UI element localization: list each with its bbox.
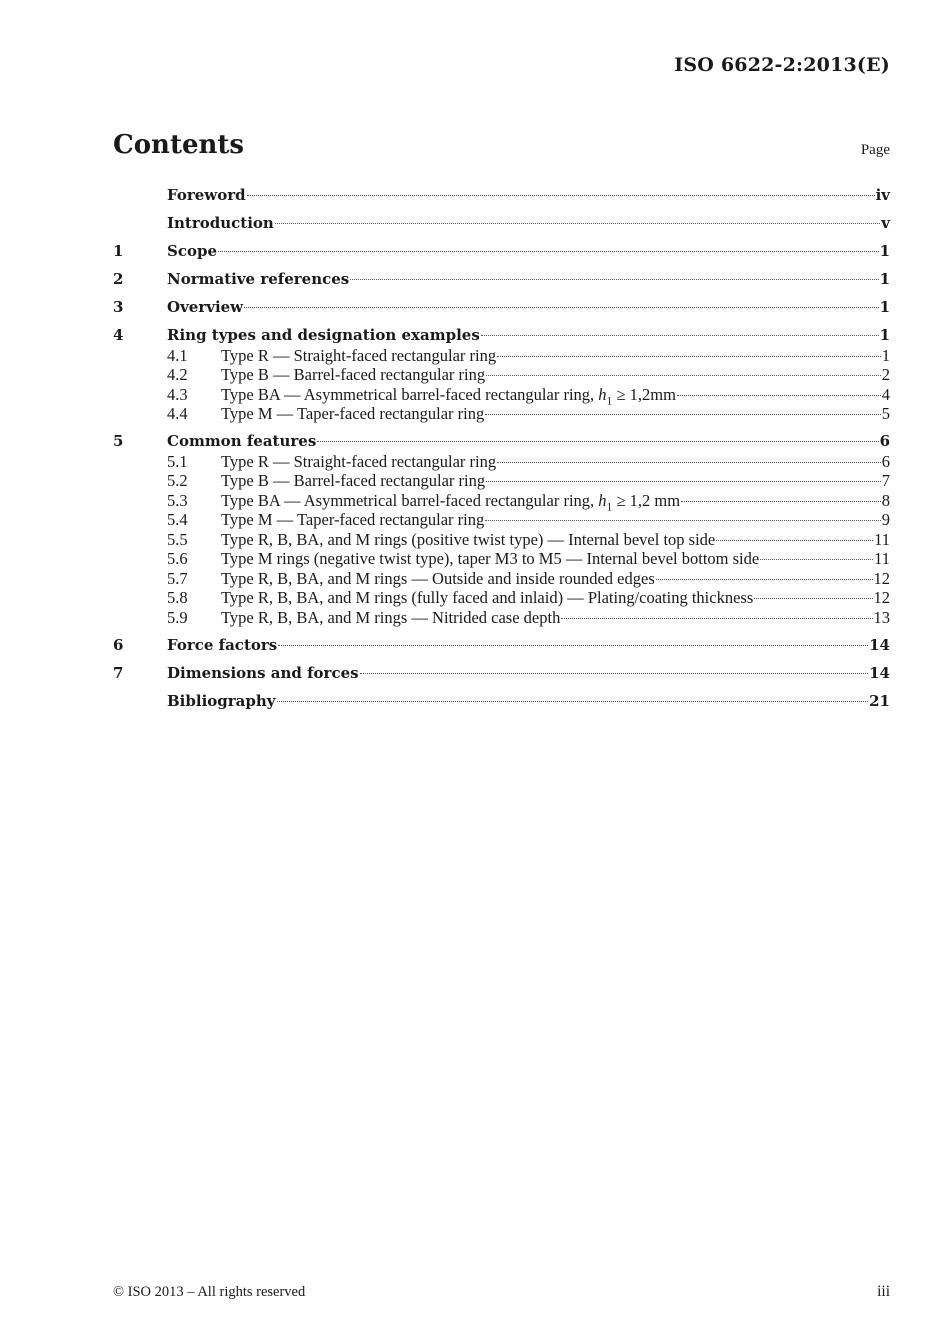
toc-dot-leader	[497, 355, 881, 357]
toc-entry[interactable]	[113, 270, 890, 290]
toc-entry-title: Type B — Barrel-faced rectangular ring	[221, 471, 486, 490]
toc-dot-leader	[278, 644, 868, 646]
toc-entry[interactable]	[113, 569, 890, 589]
toc-entry-title: Scope	[167, 242, 218, 260]
toc-entry-page: v	[881, 214, 890, 232]
toc-entry-title: Force factors	[167, 635, 278, 654]
toc-dot-leader	[656, 578, 873, 580]
toc-dot-leader	[486, 480, 881, 482]
toc-entry-title: Type R, B, BA, and M rings — Nitrided case depth	[221, 607, 561, 627]
toc-dot-leader	[485, 519, 881, 521]
toc-entry-number: 5	[113, 432, 124, 450]
table-of-contents	[113, 186, 890, 711]
toc-dot-leader	[317, 440, 878, 442]
toc-entry-page: 1	[879, 326, 890, 344]
toc-entry-number: 5.1	[167, 451, 188, 471]
toc-entry-page: 12	[873, 568, 890, 588]
page-column-label: Page	[860, 142, 890, 158]
toc-entry[interactable]	[113, 510, 890, 530]
toc-entry-title: Type R — Straight-faced rectangular ring	[221, 345, 497, 365]
toc-entry-page: 9	[881, 510, 890, 529]
toc-entry-page: 12	[873, 588, 890, 607]
toc-dot-leader	[716, 539, 873, 541]
toc-entry-page: 11	[874, 549, 890, 568]
toc-entry[interactable]	[113, 452, 890, 472]
toc-dot-leader	[681, 500, 881, 502]
toc-entry-number: 7	[113, 663, 124, 682]
toc-entry-page: 21	[869, 691, 890, 710]
toc-entry[interactable]	[113, 692, 890, 712]
toc-entry-number: 4.2	[167, 365, 188, 384]
toc-entry[interactable]	[113, 326, 890, 346]
toc-dot-leader	[481, 334, 879, 336]
toc-entry-title: Type R, B, BA, and M rings (fully faced and inlaid) — Plating/coating thickness	[221, 588, 754, 607]
toc-dot-leader	[754, 597, 872, 599]
toc-entry[interactable]	[113, 214, 890, 234]
toc-entry[interactable]	[113, 471, 890, 491]
toc-entry-title: Ring types and designation examples	[167, 326, 480, 344]
toc-dot-leader	[561, 617, 872, 619]
toc-entry-number: 5.6	[167, 549, 188, 568]
toc-entry-number: 5.3	[167, 490, 188, 510]
toc-entry[interactable]	[113, 346, 890, 366]
toc-entry-title: Type BA — Asymmetrical barrel-faced rectangular ring, $h_1 \ge 1,2mm$	[221, 384, 676, 407]
toc-entry-title: Type R, B, BA, and M rings — Outside and inside rounded edges	[221, 568, 655, 588]
toc-entry[interactable]	[113, 664, 890, 684]
toc-dot-leader	[677, 394, 881, 396]
toc-dot-leader	[497, 461, 881, 463]
toc-entry-number: 2	[113, 270, 124, 288]
toc-dot-leader	[485, 413, 881, 415]
toc-entry-page: 13	[873, 607, 890, 627]
toc-entry[interactable]	[113, 491, 890, 511]
toc-entry-page: 14	[869, 635, 890, 654]
toc-dot-leader	[760, 558, 873, 560]
toc-dot-leader	[244, 306, 878, 308]
toc-entry[interactable]	[113, 242, 890, 262]
toc-entry[interactable]	[113, 588, 890, 608]
toc-entry-title: Bibliography	[167, 691, 276, 710]
toc-entry-number: 5.4	[167, 510, 188, 529]
toc-entry-page: 7	[881, 471, 890, 490]
toc-entry-number: 5.9	[167, 607, 188, 627]
toc-entry[interactable]	[113, 636, 890, 656]
toc-entry-title: Type B — Barrel-faced rectangular ring	[221, 365, 486, 384]
toc-entry-title: Normative references	[167, 270, 350, 288]
toc-entry-number: 5.2	[167, 471, 188, 490]
toc-entry-title: Type R — Straight-faced rectangular ring	[221, 451, 497, 471]
toc-entry[interactable]	[113, 432, 890, 452]
toc-entry-number: 4	[113, 326, 124, 344]
toc-dot-leader	[247, 194, 875, 196]
toc-entry[interactable]	[113, 365, 890, 385]
contents-heading: Contents	[113, 130, 245, 160]
toc-dot-leader	[360, 672, 869, 674]
toc-entry[interactable]	[113, 608, 890, 628]
toc-entry-title: Type BA — Asymmetrical barrel-faced rectangular ring, $h_1 \ge 1,2$ mm	[221, 490, 681, 513]
toc-entry-title: Dimensions and forces	[167, 663, 359, 682]
toc-entry-title: Overview	[167, 298, 244, 316]
toc-entry-title: Type M — Taper-faced rectangular ring	[221, 510, 485, 529]
toc-dot-leader	[218, 250, 879, 252]
toc-entry-page: 5	[881, 404, 890, 423]
toc-entry-page: 1	[881, 345, 890, 365]
toc-entry-page: 6	[881, 451, 890, 471]
toc-entry-title: Type M — Taper-faced rectangular ring	[221, 404, 485, 423]
toc-dot-leader	[275, 222, 880, 224]
toc-entry-page: 1	[879, 270, 890, 288]
toc-entry-page: 1	[879, 298, 890, 316]
toc-entry[interactable]	[113, 385, 890, 405]
copyright-notice: © ISO 2013 – All rights reserved	[113, 1284, 306, 1300]
page-number: iii	[877, 1283, 890, 1300]
toc-entry[interactable]	[113, 186, 890, 206]
toc-entry-number: 4.3	[167, 384, 188, 404]
toc-entry-title: Type M rings (negative twist type), taper M3 to M5 — Internal bevel bottom side	[221, 549, 760, 568]
toc-dot-leader	[277, 700, 869, 702]
toc-entry-page: 6	[879, 432, 890, 450]
toc-entry-page: iv	[875, 186, 890, 204]
toc-entry-page: 14	[869, 663, 890, 682]
toc-entry-number: 6	[113, 635, 124, 654]
toc-entry-title: Foreword	[167, 186, 246, 204]
toc-entry-number: 4.4	[167, 404, 188, 423]
toc-entry-page: 2	[881, 365, 890, 384]
toc-entry-page: 8	[881, 490, 890, 510]
toc-entry-title: Type R, B, BA, and M rings (positive twist type) — Internal bevel top side	[221, 529, 716, 549]
toc-entry[interactable]	[113, 404, 890, 424]
toc-entry-title: Common features	[167, 432, 317, 450]
toc-entry[interactable]	[113, 530, 890, 550]
toc-entry-number: 3	[113, 298, 124, 316]
toc-entry-number: 5.7	[167, 568, 188, 588]
toc-dot-leader	[486, 374, 881, 376]
toc-entry-page: 4	[881, 384, 890, 404]
toc-entry-number: 4.1	[167, 345, 188, 365]
standard-identifier: ISO 6622-2:2013(E)	[674, 54, 890, 76]
toc-dot-leader	[350, 278, 878, 280]
toc-entry-number: 5.8	[167, 588, 188, 607]
toc-entry-page: 1	[879, 242, 890, 260]
toc-entry-number: 1	[113, 242, 124, 260]
toc-entry-number: 5.5	[167, 529, 188, 549]
toc-entry-title: Introduction	[167, 214, 274, 232]
toc-entry[interactable]	[113, 549, 890, 569]
toc-entry-page: 11	[874, 529, 890, 549]
toc-entry[interactable]	[113, 298, 890, 318]
